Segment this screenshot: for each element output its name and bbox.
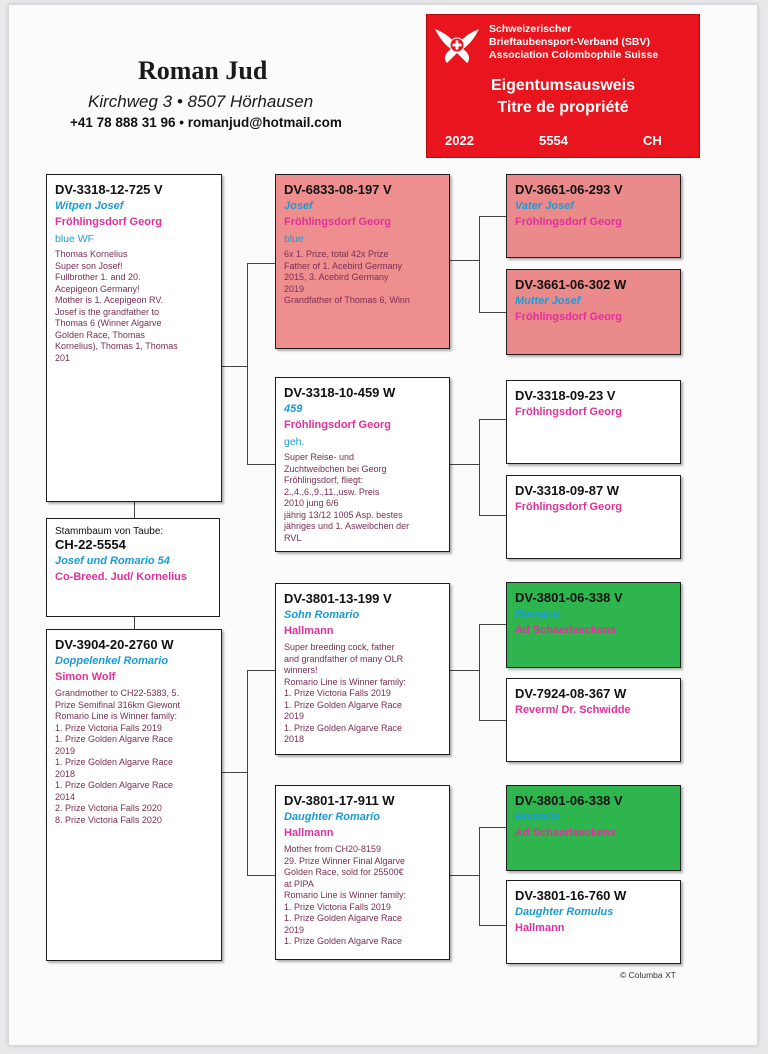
grandsire-sire-side-card [275,174,450,349]
pigeon-name: Romario [515,811,560,823]
great-grandparent-card [506,475,681,559]
connector [449,875,479,876]
ring-number: DV-3661-06-302 W [515,277,627,292]
great-grandparent-card [506,880,681,964]
connector [221,772,247,773]
certificate-number: 5554 [539,133,568,148]
ring-number: DV-3801-16-760 W [515,888,627,903]
connector [479,827,480,925]
connector [479,312,506,313]
certificate-organization: Schweizerischer Brieftaubensport-Verband (SBV) Association Colombophile Suisse [489,23,659,61]
pigeon-name: 459 [284,403,303,415]
connector [479,216,506,217]
great-grandparent-card [506,582,681,668]
footer-credit: © Columba XT [620,970,676,980]
pigeon-notes: 6x 1. Prize, total 42x Prize Father of 1. Acebird Germany 2015, 3. Acebird Germany 2019 Grandfather of Thomas 6, Winn [284,249,410,305]
pigeon-color: blue WF [55,233,95,245]
breeder-name: Fröhlingsdorf Georg [515,216,622,228]
pigeon-name: Witpen Josef [55,200,124,212]
ring-number: DV-3801-06-338 V [515,590,623,605]
pigeon-notes: Grandmother to CH22-5383, 5. Prize Semifinal 316km Giewont Romario Line is Winner family: 1. Prize Victoria Falls 2019 1. Prize Golden Algarve Race 2019 1. Prize Golden Algarve Race 2018 1. Prize Golden Algarve Race 2014 2. Prize Victoria Falls 2020 8. Prize Victoria Falls 2020 [55,688,181,825]
granddam-sire-side-card [275,377,450,552]
owner-name: Roman Jud [138,56,268,85]
grandsire-dam-side-card [275,583,450,755]
connector [479,720,506,721]
breeder-name: Ad Schaerlaeckens [515,827,616,839]
ownership-certificate [426,14,700,158]
pigeon-name: Josef und Romario 54 [55,555,170,567]
certificate-title-de: Eigentumsausweis [490,77,636,94]
swiss-cross-pigeon-icon [433,23,481,67]
great-grandparent-card [506,678,681,762]
breeder-name: Reverm/ Dr. Schwidde [515,704,631,716]
pigeon-name: Mutter Josef [515,295,581,307]
ring-number: DV-3801-17-911 W [284,793,395,808]
connector [247,263,248,464]
pigeon-name: Sohn Romario [284,609,360,621]
connector [479,515,506,516]
breeder-name: Hallmann [284,625,334,637]
connector [479,624,480,720]
connector [449,260,479,261]
ring-number: DV-3904-20-2760 W [55,637,174,652]
breeder-name: Hallmann [515,922,565,934]
ring-number: DV-3318-12-725 V [55,182,163,197]
ring-number: DV-7924-08-367 W [515,686,627,701]
breeder-name: Simon Wolf [55,671,116,683]
connector [247,464,275,465]
connector [134,502,135,518]
connector [449,670,479,671]
connector [247,670,275,671]
breeder-name: Fröhlingsdorf Georg [284,419,391,431]
certificate-year: 2022 [445,133,474,148]
ring-number: DV-3318-09-23 V [515,388,616,403]
breeder-name: Fröhlingsdorf Georg [284,216,391,228]
breeder-name: Fröhlingsdorf Georg [515,406,622,418]
pigeon-name: Romario [515,608,560,620]
certificate-country: CH [643,133,662,148]
great-grandparent-card [506,174,681,258]
ring-number: CH-22-5554 [55,537,126,552]
connector [479,925,506,926]
granddam-dam-side-card [275,785,450,960]
great-grandparent-card [506,785,681,871]
pigeon-notes: Thomas Kornelius Super son Josef! Fullbrother 1. and 20. Acepigeon Germany! Mother is 1. Acepigeon RV. Josef is the grandfather to Thomas 6 (Winner Algarve Golden Race, Thomas Kornelius), Thomas 1, Thomas 201 [55,249,178,363]
connector [479,624,506,625]
breeder-name: Ad Schaerlaeckens [515,624,616,636]
breeder-name: Fröhlingsdorf Georg [515,501,622,513]
ring-number: DV-3318-10-459 W [284,385,396,400]
certificate-title-fr: Titre de propriété [497,99,629,116]
ring-number: DV-6833-08-197 V [284,182,392,197]
pigeon-name: Daughter Romulus [515,906,614,918]
pigeon-notes: Super Reise- und Zuchtweibchen bei Georg Fröhlingsdorf, fliegt: 2.,4.,6.,9.,11.,usw. Preis 2010 jung 6/6 jährig 13/12 1005 Asp. bestes jähriges und 1. Asweibchen der RVL [284,452,410,543]
connector [479,419,506,420]
breeder-name: Co-Breed. Jud/ Kornelius [55,571,188,583]
pigeon-name: Doppelenkel Romario [55,655,169,667]
great-grandparent-card [506,269,681,355]
dam-card [46,629,222,961]
ring-number: DV-3801-06-338 V [515,793,623,808]
breeder-name: Hallmann [284,827,334,839]
connector [479,216,480,312]
connector [449,464,479,465]
connector [221,366,247,367]
connector [247,875,275,876]
connector [247,263,275,264]
breeder-name: Fröhlingsdorf Georg [515,311,622,323]
ring-number: DV-3661-06-293 V [515,182,623,197]
pigeon-name: Josef [284,200,313,212]
ring-number: DV-3318-09-87 W [515,483,620,498]
breeder-name: Fröhlingsdorf Georg [55,216,162,228]
pigeon-color: blue [284,233,304,245]
pedigree-label: Stammbaum von Taube: [55,526,164,537]
owner-contact: +41 78 888 31 96 • romanjud@hotmail.com [70,115,342,130]
owner-address: Kirchweg 3 • 8507 Hörhausen [88,92,314,111]
pigeon-color: geh. [284,436,305,448]
connector [134,617,135,629]
pigeon-name: Daughter Romario [284,811,380,823]
connector [479,827,506,828]
sire-card [46,174,222,502]
pigeon-name: Vater Josef [515,200,574,212]
connector [247,670,248,875]
great-grandparent-card [506,380,681,464]
pigeon-notes: Mother from CH20-8159 29. Prize Winner Final Algarve Golden Race, sold for 25500€ at PIPA Romario Line is Winner family: 1. Prize Victoria Falls 2019 1. Prize Golden Algarve Race 2019 1. Prize Golden Algarve Race [284,844,407,946]
pigeon-notes: Super breeding cock, father and grandfather of many OLR winners! Romario Line is Winner family: 1. Prize Victoria Falls 2019 1. Prize Golden Algarve Race 2019 1. Prize Golden Algarve Race 2018 [284,642,407,744]
subject-card [46,518,220,617]
connector [479,419,480,515]
ring-number: DV-3801-13-199 V [284,591,392,606]
